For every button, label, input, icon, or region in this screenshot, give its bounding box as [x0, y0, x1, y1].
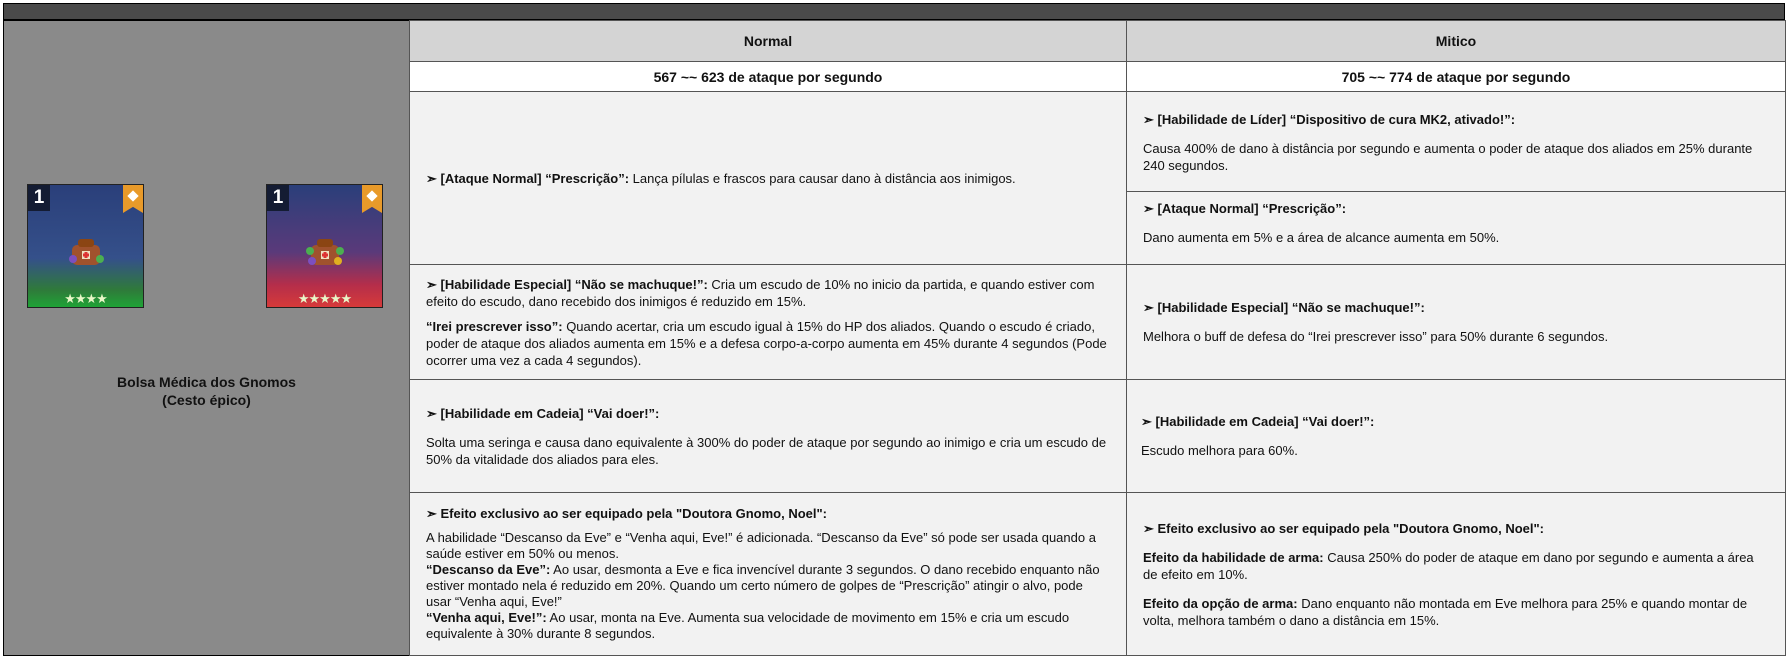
- column-header-normal: Normal: [410, 21, 1127, 62]
- comparison-table: [409, 20, 1786, 656]
- item-icon-normal: 1 ★★★★: [27, 184, 144, 308]
- top-bar: [3, 3, 1785, 20]
- rarity-stars: ★★★★★: [297, 291, 352, 306]
- item-panel: [3, 20, 410, 656]
- rarity-stars: ★★★★: [64, 291, 107, 306]
- item-subtitle: (Cesto épico): [162, 392, 251, 408]
- gnome-bag-mythic-icon: [303, 229, 347, 273]
- mythic-attack-cell: [1127, 92, 1786, 265]
- column-header-mythic: Mitico: [1127, 21, 1786, 62]
- mythic-leader-block: ➣ [Habilidade de Líder] “Dispositivo de cura MK2, ativado!”: Causa 400% de dano à distância por segundo e aumenta o poder de ataque dos aliados em 25% durante 240 segundos.: [1143, 111, 1753, 173]
- mythic-normal-attack-block: ➣ [Ataque Normal] “Prescrição”: Dano aumenta em 5% e a área de alcance aumenta em 50%.: [1127, 191, 1785, 254]
- attack-mythic: 705 ~~ 774 de ataque por segundo: [1127, 62, 1786, 92]
- mythic-chain-cell: ➣ [Habilidade em Cadeia] “Vai doer!”: Escudo melhora para 60%.: [1127, 380, 1786, 493]
- gnome-bag-icon: [64, 229, 108, 273]
- mythic-exclusive-cell: ➣ Efeito exclusivo ao ser equipado pela "Doutora Gnomo, Noel": Efeito da habilidade de arma: Causa 250% do poder de ataque em dano por segundo e aumenta a área de efeito em 10%. Efeito da opção de arma: Dano enquanto não montada em Eve melhora para 25% e quando montar de volta, melhora também o dano a distância em 15%.: [1127, 493, 1786, 656]
- item-icon-mythic: 1 ★★★★★: [266, 184, 383, 308]
- item-name: Bolsa Médica dos Gnomos (Cesto épico): [3, 373, 410, 409]
- normal-special-cell: ➣ [Habilidade Especial] “Não se machuque!”: Cria um escudo de 10% no inicio da partida, e quando estiver com efeito do escudo, dano recebido dos inimigos é reduzido em 15%. “Irei prescrever isso”: Quando acertar, cria um escudo igual à 15% do HP dos aliados. Quando o escudo é criado, poder de ataque dos aliados aumenta em 15% e a defesa corpo-a-corpo aumenta em 45% durante 4 segundos (Pode ocorrer uma vez a cada 4 segundos).: [410, 265, 1127, 380]
- normal-attack-cell: ➣ [Ataque Normal] “Prescrição”: Lança pílulas e frascos para causar dano à distância aos inimigos.: [410, 92, 1127, 265]
- mythic-special-cell: ➣ [Habilidade Especial] “Não se machuque!”: Melhora o buff de defesa do “Irei prescrever isso” para 50% durante 6 segundos.: [1127, 265, 1786, 380]
- attack-normal: 567 ~~ 623 de ataque por segundo: [410, 62, 1127, 92]
- normal-exclusive-cell: ➣ Efeito exclusivo ao ser equipado pela "Doutora Gnomo, Noel": A habilidade “Descanso da Eve” e “Venha aqui, Eve!” é adicionada. “Descanso da Eve” só pode ser usada quando a saúde estiver em 50% ou menos. “Descanso da Eve”: Ao usar, desmonta a Eve e fica invencível durante 3 segundos. O dano recebido enquanto não estiver montado nela é reduzido em 20%. Quando um certo número de golpes de “Prescrição” atingir o alvo, pode usar “Venha aqui, Eve!” “Venha aqui, Eve!”: Ao usar, monta na Eve. Aumenta sua velocidade de movimento em 15% e cria um escudo equivalente à 30% durante 8 segundos.: [410, 493, 1127, 656]
- normal-chain-cell: ➣ [Habilidade em Cadeia] “Vai doer!”: Solta uma seringa e causa dano equivalente à 300% do poder de ataque por segundo ao inimigo e cria um escudo de 50% da vitalidade dos aliados para eles.: [410, 380, 1127, 493]
